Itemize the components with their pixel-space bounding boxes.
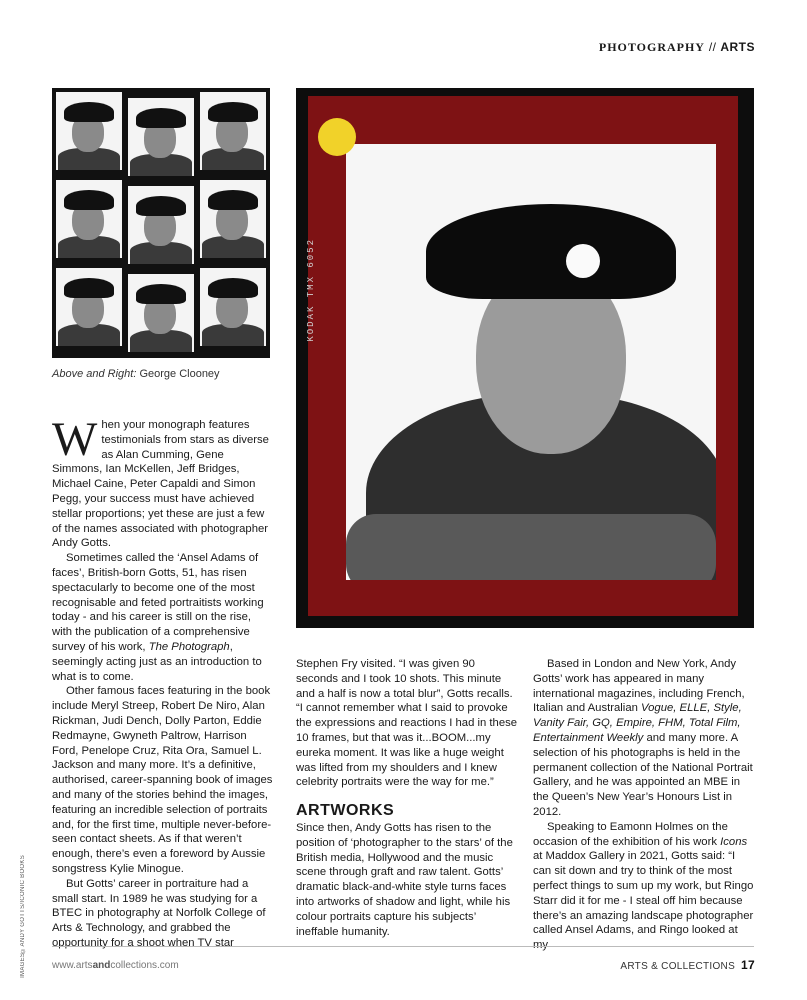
footer-rule: [52, 946, 754, 947]
contact-frame: [200, 180, 266, 258]
image-credit: IMAGES©ANDY GOTTS/ICONIC BOOKS: [20, 855, 26, 978]
page-number: 17: [741, 958, 755, 972]
article-column-1: [52, 413, 274, 951]
magazine-name: ARTS & COLLECTIONS: [620, 961, 736, 972]
subheading: ARTWORKS: [296, 802, 395, 820]
caption-prefix: Above and Right:: [52, 368, 137, 380]
footer-url[interactable]: www.artsandcollections.com: [52, 960, 179, 971]
article-paragraph: Stephen Fry visited. “I was given 90 seconds and I took 10 shots. This minute and a half is now a total blur”, Gotts recalls. “I cannot remember what I said to provoke the expressions and reactions I had in these 10 frames, but that was it...BOOM...my eureka moment. It was like a huge weight was lifted from my shoulders and I knew celebrity portraits were the way for me.”: [296, 658, 518, 789]
article-column-3: [533, 657, 755, 953]
pirate-hat: [426, 204, 676, 299]
intro-paragraph: When your monograph features testimonials from stars as diverse as Alan Cumming, Gene Simmons, Ian McKellen, Jeff Bridges, Michael Caine, Peter Capaldi and Simon Pegg, your success must have achieved stellar proportions; yet these are just a few of the names associated with photographer Andy Gotts.: [52, 413, 269, 550]
contact-frame: [128, 186, 194, 264]
section-header: [599, 40, 755, 55]
footer-folio: [620, 958, 755, 972]
article-column-2: [296, 657, 518, 939]
section-separator: //: [704, 40, 721, 54]
article-paragraph: Other famous faces featuring in the book include Meryl Streep, Robert De Niro, Alan Rickman, Judi Dench, Dolly Parton, Eddie Redmayne, Gwyneth Paltrow, Harrison Ford, Penelope Cruz, Rita Ora, Samuel L. Jackson and many more. It’s a definitive, authorised, career-spanning book of images and many of the stories behind the images, featuring an incredible selection of portraits and, for the first time, multiple never-before-seen contact sheets. As if that weren’t enough, there’s even a foreword by Aussie songstress Kylie Minogue.: [52, 685, 273, 875]
magazine-list: Vogue, ELLE, Style, Vanity Fair, GQ, Empire, FHM, Total Film, Entertainment Weekly: [533, 702, 742, 744]
contact-frame: [200, 92, 266, 170]
article-paragraph: But Gotts’ career in portraiture had a small start. In 1989 he was studying for a BTEC in photography at Norfolk College of Arts & Technology, and grabbed the opportunity for a shoot when TV star: [52, 877, 266, 949]
article-paragraph: Sometimes called the ‘Ansel Adams of faces’, British-born Gotts, 51, has risen spectacularly to become one of the most recognisable and feted portraitists working today - and his career is still on the rise, with the publication of a comprehensive survey of his work, The Photograph, seemingly acting just as an introduction to what is to come.: [52, 552, 264, 683]
article-paragraph: Since then, Andy Gotts has risen to the position of ‘photographer to the stars’ of the British media, Hollywood and the music scene through graft and raw talent. Gotts’ dramatic black-and-white style turns faces into artworks of shadow and light, while his colour portraits capture his subjects’ ineffable humanity.: [296, 821, 513, 938]
exhibition-title: Icons: [720, 835, 748, 848]
contact-frame: [128, 274, 194, 352]
yellow-dot: [318, 118, 356, 156]
main-portrait-photo: [296, 88, 754, 628]
article-paragraph: Speaking to Eamonn Holmes on the occasion of the exhibition of his work Icons at Maddox Gallery in 2021, Gotts said: “I can sit down and try to think of the most perfect things to sum up my work, but Ringo Starr did it for me - I steal off him because there’s an amazing landscape photographer called Ansel Adams, and Ringo looked at my: [533, 820, 754, 952]
article-paragraph: Based in London and New York, Andy Gotts’ work has appeared in many international magazines, including French, Italian and Australian Vogue, ELLE, Style, Vanity Fair, GQ, Empire, FHM, Total Film, Entertainment Weekly and many more. A selection of his photographs is held in the permanent collection of the National Portrait Gallery, and he was appointed an MBE in the Queen’s New Year’s Honours List in 2012.: [533, 658, 753, 818]
film-edge-text: KODAK TMX 6052: [306, 238, 316, 342]
section-label: PHOTOGRAPHY: [598, 40, 705, 54]
contact-frame: [56, 268, 122, 346]
book-title: The Photograph: [148, 640, 230, 653]
contact-frame: [56, 180, 122, 258]
contact-frame: [56, 92, 122, 170]
portrait-inner: [346, 144, 716, 580]
caption-text: George Clooney: [136, 368, 220, 380]
skull-icon: [566, 244, 600, 278]
image-caption: [52, 368, 220, 380]
contact-sheet-image: [52, 88, 270, 358]
drop-cap: W: [52, 413, 98, 466]
contact-frame: [128, 98, 194, 176]
contact-frame: [200, 268, 266, 346]
subsection-label: ARTS: [720, 40, 755, 54]
